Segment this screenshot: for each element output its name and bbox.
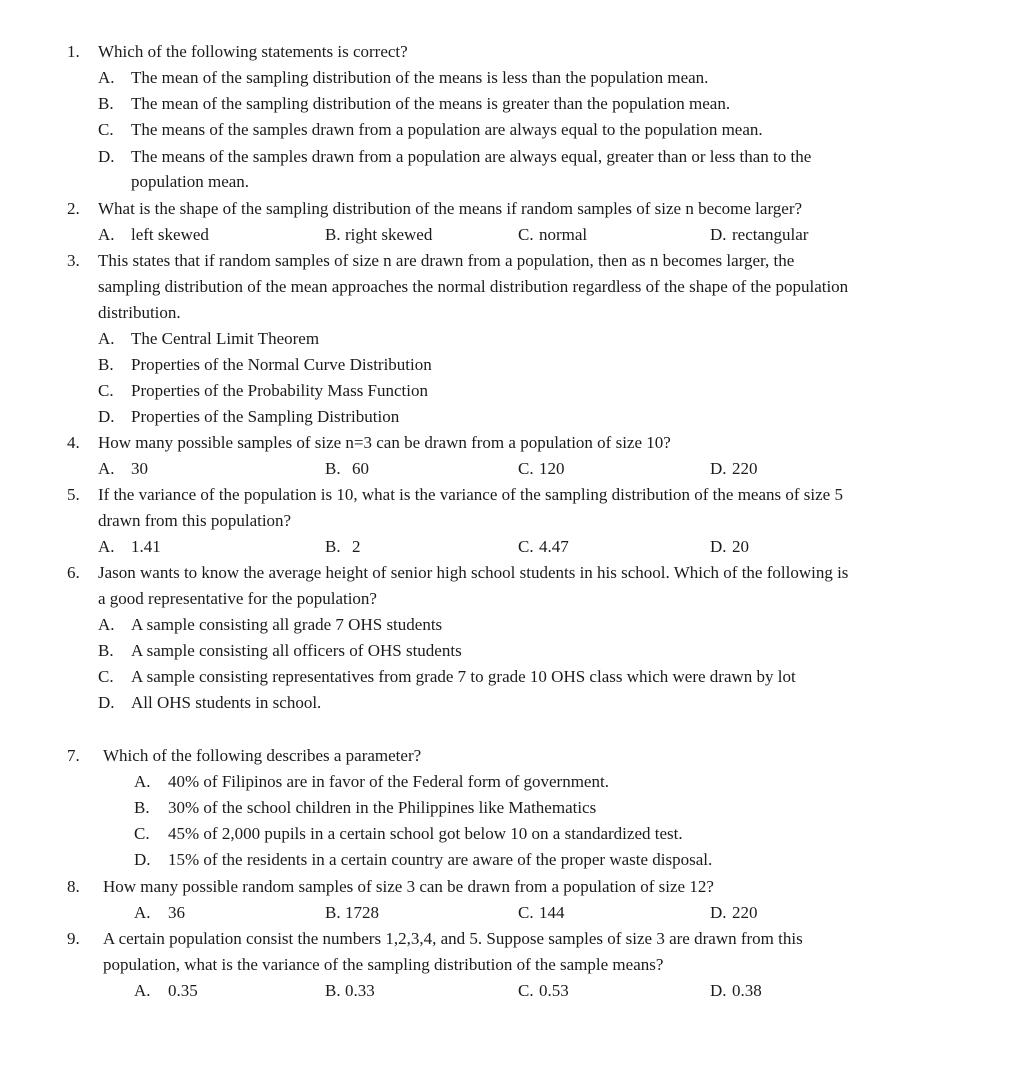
option-label: A. <box>134 903 151 922</box>
option-text: All OHS students in school. <box>131 693 322 712</box>
option-text: 30% of the school children in the Philippines like Mathematics <box>168 798 597 817</box>
option-text: 30 <box>131 459 148 478</box>
option-label: B. <box>98 641 114 660</box>
question-8-number: 8. <box>67 877 80 896</box>
question-3-stem: sampling distribution of the mean approaches the normal distribution regardless of the shape of the population <box>98 277 849 296</box>
option-text: The Central Limit Theorem <box>131 329 320 348</box>
question-4-stem: How many possible samples of size n=3 can be drawn from a population of size 10? <box>98 433 671 452</box>
option-text: 144 <box>539 903 565 922</box>
option-text-continued: population mean. <box>131 172 250 191</box>
option-text: 0.53 <box>539 981 569 1000</box>
option-label: A. <box>98 615 115 634</box>
question-5-stem: If the variance of the population is 10, what is the variance of the sampling distribution of the means of size 5 <box>98 485 843 504</box>
option-label: C. <box>518 537 534 556</box>
question-6-stem: a good representative for the population? <box>98 589 377 608</box>
question-1-number: 1. <box>67 42 80 61</box>
option-label: A. <box>134 981 151 1000</box>
option-text: 0.33 <box>345 981 375 1000</box>
option-text: 15% of the residents in a certain country are aware of the proper waste disposal. <box>168 850 713 869</box>
question-5-number: 5. <box>67 485 80 504</box>
option-label: B. <box>325 981 341 1000</box>
option-text: A sample consisting all grade 7 OHS students <box>131 615 443 634</box>
question-3-stem: This states that if random samples of size n are drawn from a population, then as n becomes larger, the <box>98 251 795 270</box>
question-1-stem: Which of the following statements is correct? <box>98 42 408 61</box>
option-text: 220 <box>732 459 758 478</box>
option-text: 1.41 <box>131 537 161 556</box>
option-text: A sample consisting all officers of OHS students <box>131 641 462 660</box>
option-label: C. <box>98 381 114 400</box>
option-text: 40% of Filipinos are in favor of the Federal form of government. <box>168 772 609 791</box>
question-9-number: 9. <box>67 929 80 948</box>
question-3-number: 3. <box>67 251 80 270</box>
option-label: C. <box>134 824 150 843</box>
option-label: A. <box>98 68 115 87</box>
option-label: C. <box>98 120 114 139</box>
option-text: The mean of the sampling distribution of the means is less than the population mean. <box>131 68 709 87</box>
option-label: A. <box>98 329 115 348</box>
question-9-stem: A certain population consist the numbers 1,2,3,4, and 5. Suppose samples of size 3 are drawn from this <box>103 929 803 948</box>
option-label: C. <box>98 667 114 686</box>
option-label: C. <box>518 903 534 922</box>
option-text: 20 <box>732 537 749 556</box>
option-label: D. <box>134 850 151 869</box>
option-label: B. <box>98 355 114 374</box>
option-label: D. <box>710 225 727 244</box>
option-text: 60 <box>352 459 369 478</box>
option-label: A. <box>98 537 115 556</box>
question-7-number: 7. <box>67 746 80 765</box>
option-label: A. <box>98 225 115 244</box>
option-label: B. <box>134 798 150 817</box>
option-label: D. <box>710 537 727 556</box>
question-2-number: 2. <box>67 199 80 218</box>
option-label: B. <box>325 903 341 922</box>
option-text: 120 <box>539 459 565 478</box>
option-text: Properties of the Probability Mass Function <box>131 381 429 400</box>
option-text: Properties of the Normal Curve Distribution <box>131 355 432 374</box>
option-text: 2 <box>352 537 361 556</box>
option-label: D. <box>710 903 727 922</box>
question-6-number: 6. <box>67 563 80 582</box>
option-text: left skewed <box>131 225 209 244</box>
option-text: normal <box>539 225 588 244</box>
option-label: D. <box>98 407 115 426</box>
option-text: 0.35 <box>168 981 198 1000</box>
option-label: C. <box>518 225 534 244</box>
option-label: C. <box>518 981 534 1000</box>
option-text: rectangular <box>732 225 809 244</box>
option-text: right skewed <box>345 225 433 244</box>
option-label: C. <box>518 459 534 478</box>
question-9-stem: population, what is the variance of the sampling distribution of the sample means? <box>103 955 664 974</box>
option-text: 45% of 2,000 pupils in a certain school got below 10 on a standardized test. <box>168 824 683 843</box>
option-label: B. <box>325 537 341 556</box>
question-3-stem: distribution. <box>98 303 181 322</box>
question-6-stem: Jason wants to know the average height of senior high school students in his school. Which of the following is <box>98 563 849 582</box>
option-text: 36 <box>168 903 185 922</box>
option-label: A. <box>134 772 151 791</box>
option-label: D. <box>98 693 115 712</box>
question-2-stem: What is the shape of the sampling distribution of the means if random samples of size n become larger? <box>98 199 803 218</box>
option-text: The means of the samples drawn from a population are always equal to the population mean. <box>131 120 763 139</box>
option-label: B. <box>325 225 341 244</box>
option-text: The means of the samples drawn from a population are always equal, greater than or less than to the <box>131 147 812 166</box>
question-5-stem: drawn from this population? <box>98 511 292 530</box>
option-label: B. <box>98 94 114 113</box>
option-label: A. <box>98 459 115 478</box>
question-4-number: 4. <box>67 433 80 452</box>
option-text: 1728 <box>345 903 379 922</box>
option-text: 220 <box>732 903 758 922</box>
option-text: Properties of the Sampling Distribution <box>131 407 400 426</box>
option-label: B. <box>325 459 341 478</box>
option-text: 0.38 <box>732 981 762 1000</box>
option-label: D. <box>710 981 727 1000</box>
option-text: A sample consisting representatives from grade 7 to grade 10 OHS class which were drawn by lot <box>131 667 796 686</box>
question-7-stem: Which of the following describes a parameter? <box>103 746 422 765</box>
option-text: The mean of the sampling distribution of the means is greater than the population mean. <box>131 94 731 113</box>
option-label: D. <box>710 459 727 478</box>
option-text: 4.47 <box>539 537 569 556</box>
question-8-stem: How many possible random samples of size 3 can be drawn from a population of size 12? <box>103 877 714 896</box>
option-label: D. <box>98 147 115 166</box>
